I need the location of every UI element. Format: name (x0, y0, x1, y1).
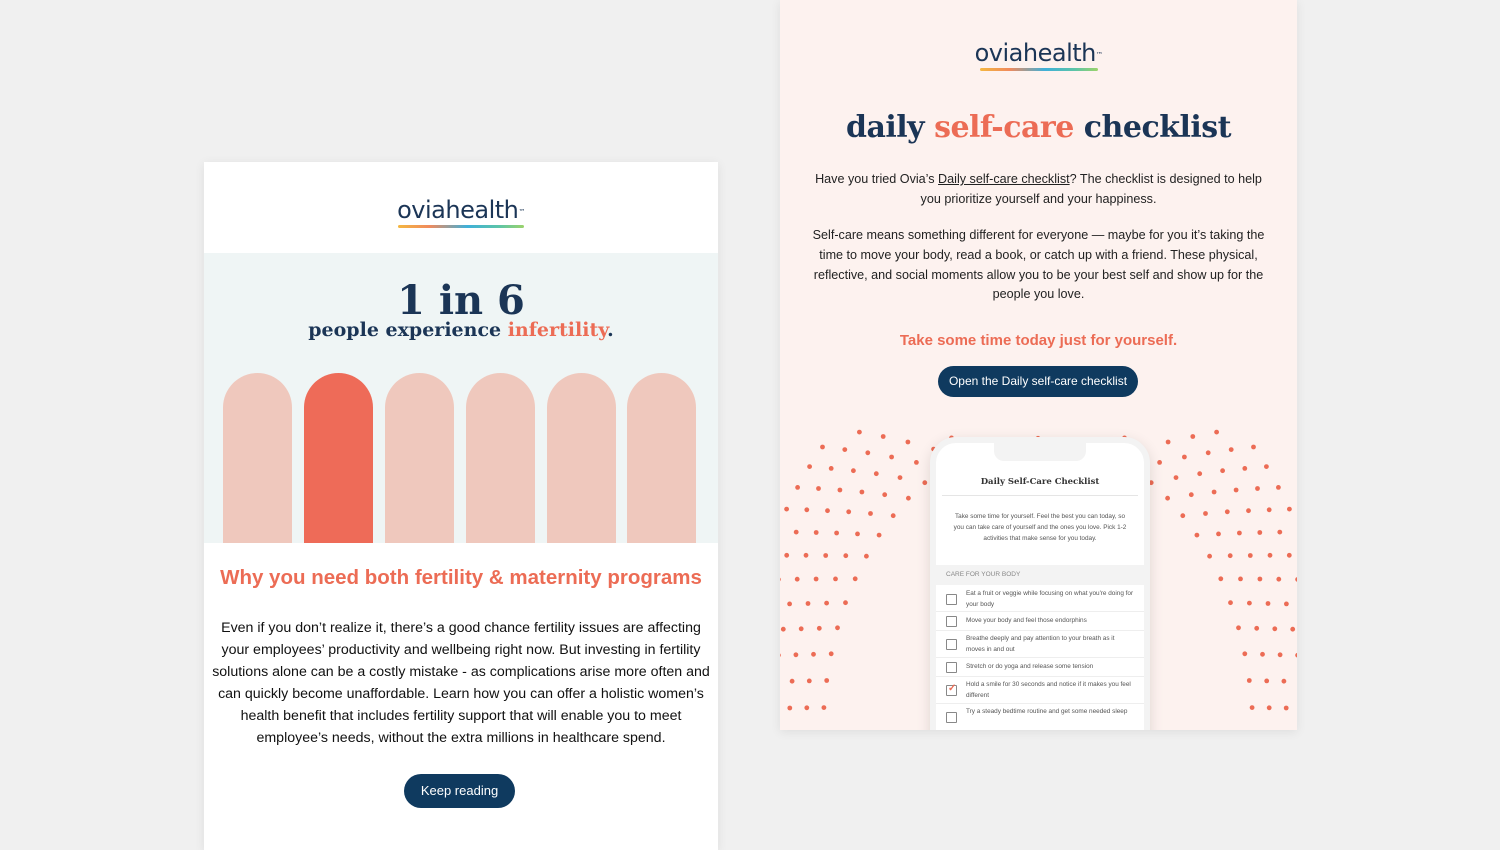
logo-brand-text: oviahealth (974, 39, 1096, 67)
checklist-item-text: Move your body and feel those endorphins (966, 617, 1087, 624)
checklist-item-text: Stretch or do yoga and release some tension (966, 663, 1094, 670)
decorative-dot (784, 553, 789, 558)
decorative-dot (1268, 553, 1273, 558)
phone-intro-text: Take some time for yourself. Feel the best you can today, so you can take care of yourself and the ones you love. Pick 1-2 activities that make sense for you today. (953, 513, 1127, 542)
ovia-health-logo[interactable] (204, 196, 718, 228)
title-part-1: daily (845, 110, 935, 145)
daily-checklist-link[interactable]: Daily self-care checklist (938, 172, 1070, 186)
self-care-email-card (780, 0, 1297, 730)
decorative-dot (1290, 627, 1295, 632)
phone-mockup (930, 437, 1150, 730)
arch-figure (627, 373, 696, 543)
phone-checklist-title: Daily Self-Care Checklist (980, 477, 1100, 487)
title-part-2: checklist (1073, 110, 1232, 145)
decorative-dot (1254, 626, 1259, 631)
decorative-dot (1203, 511, 1208, 516)
decorative-dot (1206, 450, 1211, 455)
stat-sub-prefix: people experience (308, 319, 508, 341)
decorative-dot (1284, 602, 1289, 607)
decorative-dot (817, 626, 822, 631)
checklist-item-text: Hold a smile for 30 seconds and notice if it makes you feel different (966, 681, 1131, 699)
checklist-item-text: Eat a fruit or veggie while focusing on what you're doing for your body (966, 590, 1134, 608)
checklist-item-text: Breathe deeply and pay attention to your breath as it moves in and out (966, 635, 1115, 653)
checklist-item[interactable] (936, 658, 1144, 677)
stat-subheadline (204, 319, 718, 341)
decorative-dot (1277, 530, 1282, 535)
logo-brand-text: oviahealth (397, 196, 519, 224)
decorative-dot (780, 577, 781, 582)
decorative-dot (1267, 507, 1272, 512)
decorative-dot (846, 509, 851, 514)
decorative-dot (1165, 496, 1170, 501)
decorative-dot (874, 471, 879, 476)
decorative-dot (1157, 460, 1162, 465)
decorative-dot (807, 464, 812, 469)
stat-headline: 1 in 6 (397, 277, 525, 324)
decorative-dot (811, 652, 816, 657)
decorative-dot (881, 434, 886, 439)
checklist-item[interactable] (936, 677, 1144, 704)
checkbox[interactable] (946, 662, 957, 673)
decorative-dot (814, 577, 819, 582)
decorative-dot (1174, 475, 1179, 480)
decorative-dot (1234, 488, 1239, 493)
checkbox[interactable] (946, 616, 957, 627)
decorative-dot (1216, 532, 1221, 537)
intro-paragraph (810, 170, 1267, 210)
decorative-dot (851, 468, 856, 473)
decorative-dot (842, 447, 847, 452)
arch-figure-highlighted (304, 373, 373, 543)
decorative-dot (1264, 464, 1269, 469)
decorative-dot (906, 440, 911, 445)
decorative-dot (1228, 600, 1233, 605)
decorative-dot (824, 678, 829, 683)
decorative-dot (790, 679, 795, 684)
stat-sub-suffix: . (607, 319, 614, 341)
decorative-dot (1250, 705, 1255, 710)
decorative-dot (781, 627, 786, 632)
checklist-item[interactable] (936, 704, 1144, 730)
decorative-dot (1258, 577, 1263, 582)
arch-figure (466, 373, 535, 543)
decorative-dot (816, 486, 821, 491)
decorative-dot (853, 576, 858, 581)
decorative-dot (1247, 678, 1252, 683)
decorative-dot (804, 507, 809, 512)
decorative-dot (922, 480, 927, 485)
body-paragraph: Even if you don’t realize it, there’s a good chance fertility issues are affecting your employees’ productivity and wellbeing right now. But investing in fertility solutions alone can be a costly mistake - as complications arise more often and can quickly become unaffordable. Learn how you can offer a holistic women’s health benefit that includes fertility support that will enable you to meet employee’s needs, without the extra millions in healthcare spend. (212, 620, 710, 746)
decorative-dot (1207, 554, 1212, 559)
decorative-dot (833, 577, 838, 582)
decorative-dot (882, 492, 887, 497)
decorative-dot (1282, 679, 1287, 684)
decorative-dot (824, 601, 829, 606)
decorative-dot (843, 553, 848, 558)
self-care-paragraph: Self-care means something different for everyone — maybe for you it’s taking the time to move your body, read a book, or catch up with a friend. These physical, reflective, and social moments allow you to be your best self and show up for the people you love. (812, 228, 1265, 302)
trademark-mark: ™ (518, 208, 525, 216)
decorative-dot (1218, 576, 1223, 581)
decorative-dot (855, 532, 860, 537)
decorative-dot (1238, 577, 1243, 582)
checklist-item-text: Try a steady bedtime routine and get some needed sleep (966, 708, 1128, 715)
decorative-dot (795, 485, 800, 490)
arch-figure (223, 373, 292, 543)
decorative-dot (1229, 447, 1234, 452)
phone-section-header: CARE FOR YOUR BODY (936, 565, 1144, 585)
ovia-health-logo[interactable] (780, 39, 1297, 71)
decorative-dot (795, 577, 800, 582)
decorative-dot (1260, 652, 1265, 657)
decorative-dot (860, 490, 865, 495)
decorative-dot (1257, 530, 1262, 535)
decorative-dot (1182, 455, 1187, 460)
decorative-dot (794, 652, 799, 657)
check-mark-icon: ✓ (948, 683, 957, 694)
decorative-dot (838, 488, 843, 493)
intro-prefix: Have you tried Ovia’s (815, 172, 939, 186)
decorative-dot (1220, 468, 1225, 473)
decorative-dot (1225, 509, 1230, 514)
trademark-mark: ™ (1095, 51, 1103, 59)
decorative-dot (794, 530, 799, 535)
intro-suffix: ? The checklist is designed to help you prioritize yourself and your happiness. (920, 172, 1262, 206)
decorative-dot (1236, 625, 1241, 630)
phone-notch (994, 443, 1086, 461)
decorative-dot (1272, 626, 1277, 631)
decorative-dot (1247, 601, 1252, 606)
decorative-dot (1278, 652, 1283, 657)
decorative-dot (843, 600, 848, 605)
decorative-dot (906, 496, 911, 501)
decorative-dot (868, 511, 873, 516)
decorative-dot (820, 445, 825, 450)
checklist-item[interactable] (936, 612, 1144, 631)
decorative-dot (857, 430, 862, 435)
fertility-email-card (204, 162, 718, 850)
decorative-dot (877, 533, 882, 538)
checklist-item[interactable] (936, 631, 1144, 658)
decorative-dot (864, 554, 869, 559)
divider (942, 495, 1138, 496)
title-highlight: self-care (934, 110, 1074, 145)
decorative-dot (1195, 533, 1200, 538)
decorative-dot (804, 553, 809, 558)
tagline: Take some time today just for yourself. (899, 332, 1178, 349)
decorative-dot (1287, 553, 1292, 558)
section-heading: Why you need both fertility & maternity programs (220, 566, 702, 589)
decorative-dot (835, 625, 840, 630)
decorative-dot (1284, 706, 1289, 711)
decorative-dot (1267, 705, 1272, 710)
decorative-dot (1197, 471, 1202, 476)
decorative-dot (898, 475, 903, 480)
decorative-dot (1276, 485, 1281, 490)
logo-color-underline (398, 225, 524, 228)
decorative-dot (1190, 434, 1195, 439)
decorative-dot (1246, 508, 1251, 513)
decorative-dot (1242, 466, 1247, 471)
arch-figure (547, 373, 616, 543)
checkbox-checked[interactable] (946, 685, 957, 696)
decorative-dot (1212, 490, 1217, 495)
open-checklist-button[interactable]: Open the Daily self-care checklist (938, 366, 1138, 397)
decorative-dot (1255, 486, 1260, 491)
decorative-dot (914, 460, 919, 465)
decorative-dot (804, 705, 809, 710)
decorative-dot (787, 602, 792, 607)
checkbox[interactable] (946, 712, 957, 723)
decorative-dot (889, 455, 894, 460)
decorative-dot (1214, 430, 1219, 435)
decorative-dot (829, 651, 834, 656)
decorative-dot (1180, 513, 1185, 518)
decorative-dot (1251, 445, 1256, 450)
arch-figure (385, 373, 454, 543)
decorative-dot (1264, 679, 1269, 684)
decorative-dot (823, 553, 828, 558)
decorative-dot (787, 706, 792, 711)
decorative-dot (1237, 531, 1242, 536)
decorative-dot (829, 466, 834, 471)
decorative-dot (825, 508, 830, 513)
checkbox[interactable] (946, 594, 957, 605)
checkbox[interactable] (946, 639, 957, 650)
decorative-dot (780, 653, 781, 658)
decorative-dot (822, 705, 827, 710)
decorative-dot (1242, 651, 1247, 656)
decorative-dot (807, 679, 812, 684)
decorative-dot (784, 507, 789, 512)
decorative-dot (1276, 577, 1281, 582)
stat-highlight-word: infertility (507, 319, 608, 341)
decorative-dot (1248, 553, 1253, 558)
checklist-item[interactable] (936, 587, 1144, 612)
decorative-dot (1295, 577, 1297, 582)
decorative-dot (1189, 492, 1194, 497)
decorative-dot (1266, 601, 1271, 606)
decorative-dot (799, 626, 804, 631)
page-title (780, 110, 1297, 145)
decorative-dot (1295, 653, 1297, 658)
decorative-dot (865, 450, 870, 455)
decorative-dot (1166, 440, 1171, 445)
infertility-stat-hero (204, 253, 718, 543)
decorative-dot (806, 601, 811, 606)
decorative-dot (834, 531, 839, 536)
decorative-dot (891, 513, 896, 518)
keep-reading-button[interactable]: Keep reading (404, 774, 515, 808)
decorative-dot (814, 530, 819, 535)
decorative-dot (1287, 507, 1292, 512)
decorative-dot (1228, 553, 1233, 558)
logo-color-underline (980, 68, 1098, 71)
